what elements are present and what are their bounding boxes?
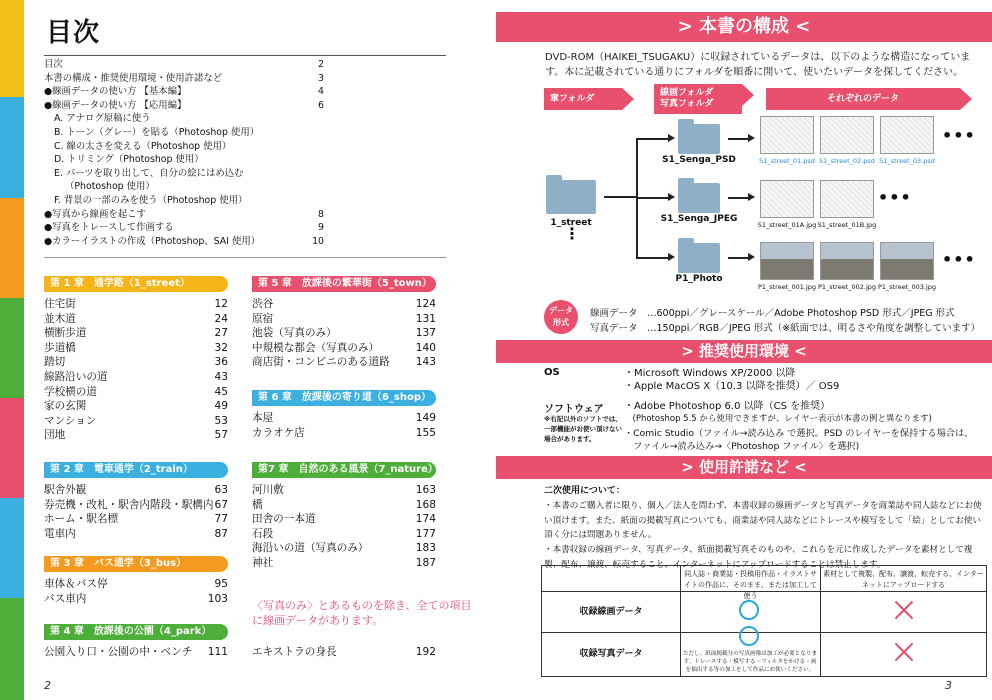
thumbnail-caption: S1_street_02.psd <box>819 157 875 165</box>
chapter-entry-label: 並木道 <box>44 312 76 325</box>
software-item: (Photoshop 5.5 から使用できますが、レイヤー表示が本書の例と異なります) <box>624 414 932 424</box>
toc-entry[interactable] <box>44 235 324 249</box>
chapter-entry-page: 49 <box>214 400 228 413</box>
toc-entry-page: 4 <box>318 86 324 98</box>
chapter-entry-label: 踏切 <box>44 356 66 369</box>
license-table <box>541 565 987 677</box>
chapter-entry-label: 石段 <box>252 527 274 540</box>
chapter-entry[interactable] <box>44 527 228 542</box>
chapter-entry-label: 車体＆バス停 <box>44 578 108 590</box>
chapter-entry-label: 学校横の道 <box>44 385 97 398</box>
chapter-entry[interactable] <box>44 645 228 660</box>
tag-senga-folder: 線画フォルダ 写真フォルダ <box>654 84 742 114</box>
toc-entry[interactable] <box>44 180 324 194</box>
chapter-entry-label: 田舎の一本道 <box>252 513 316 526</box>
thumbnail-image[interactable] <box>760 180 814 218</box>
chapter-entry-page: 192 <box>415 646 436 658</box>
chapter-entry[interactable] <box>252 426 436 441</box>
chapter-entry-page: 27 <box>214 327 228 340</box>
toc-entry-label: E. パーツを取り出して、自分の絵にはめ込む <box>54 167 244 179</box>
arrow-icon <box>668 253 675 261</box>
tag-each-data: それぞれのデータ <box>766 88 960 110</box>
page-number-right: 3 <box>945 679 952 692</box>
tag-chapter-folder: 章フォルダ <box>544 88 622 110</box>
chapter-entry-label: ホーム・駅名標 <box>44 513 119 526</box>
row-photo-label: 収録写真データ <box>579 649 643 659</box>
tree-line <box>636 138 670 140</box>
chapter-entry[interactable] <box>252 411 436 426</box>
tab-chapter-6[interactable] <box>0 498 24 598</box>
chapter-entry-page: 32 <box>214 341 228 354</box>
page-title: 目次 <box>46 18 101 48</box>
chapter-entry-label: 横断歩道 <box>44 327 87 340</box>
chapter-entry-label: 原宿 <box>252 312 274 325</box>
software-note: ※右記以外のソフトでは、一部機能がお使い頂けない場合があります。 <box>544 415 622 443</box>
chapter-entry-page: 95 <box>214 578 228 590</box>
folder-icon[interactable] <box>678 243 720 273</box>
tree-line <box>728 138 750 140</box>
chapter-entry[interactable] <box>252 312 436 327</box>
chapter-entry-label: 歩道橋 <box>44 341 76 354</box>
toc-entry-label: ●線画データの使い方 【応用編】 <box>44 99 187 111</box>
chapter-entry[interactable] <box>44 512 228 527</box>
allowed-circle-icon <box>739 626 759 646</box>
chapter-entry-label: 橋 <box>252 498 263 511</box>
toc-entry-label: C. 線の太さを変える（Photoshop 使用） <box>54 140 232 152</box>
chapter-entry-page: 183 <box>415 542 436 555</box>
chapter-entry[interactable] <box>44 498 228 513</box>
chapter-entry-page: 140 <box>415 341 436 354</box>
license-section <box>544 484 984 573</box>
toc-entry[interactable] <box>44 72 324 86</box>
chapter-heading[interactable]: 第 4 章 放課後の公園（4_park） <box>44 624 228 640</box>
table-header-use: 同人誌・商業誌・投稿用作品・イラストサイトの作品に、そのまま、または加工して使う <box>680 566 820 591</box>
tab-chapter-2[interactable] <box>0 97 24 198</box>
chapter-entry-label: マンション <box>44 414 97 427</box>
toc-entry-page: 6 <box>318 99 324 111</box>
toc-entry-page: 10 <box>312 235 324 247</box>
chapter-entry-label: エキストラの身長 <box>252 646 337 658</box>
chapter-entry[interactable] <box>44 297 228 312</box>
chapter-entry-page: 36 <box>214 356 228 369</box>
thumbnail-caption: P1_street_003.jpg <box>877 283 937 291</box>
license-title: 二次使用について： <box>544 486 625 496</box>
banner-structure: > 本書の構成 < <box>496 12 992 42</box>
chapter-entry-page: 43 <box>214 370 228 383</box>
thumbnail-caption: S1_street_01B.jpg <box>817 221 877 229</box>
banner-environment: > 推奨使用環境 < <box>496 340 992 363</box>
chapter-entry-page: 137 <box>415 327 436 340</box>
toc-entry-label: D. トリミング（Photoshop 使用） <box>54 154 204 166</box>
toc-entry[interactable] <box>44 126 324 140</box>
photo-thumbnail[interactable] <box>880 242 934 280</box>
chapter-block <box>44 276 228 443</box>
data-format-badge: データ 形式 <box>544 300 578 334</box>
table-divider <box>542 591 986 592</box>
chapter-entry[interactable] <box>44 483 228 498</box>
tree-line <box>604 196 636 198</box>
table-divider <box>680 591 681 677</box>
chapter-entry-page: 87 <box>214 527 228 540</box>
chapter-entry-page: 103 <box>207 592 228 605</box>
chapter-entry[interactable] <box>44 428 228 443</box>
tab-chapter-5[interactable] <box>0 398 24 498</box>
chapter-entry[interactable] <box>44 370 228 385</box>
chapter-entry-label: 神社 <box>252 556 274 569</box>
arrow-icon <box>668 193 675 201</box>
chapter-entry-page: 131 <box>415 312 436 325</box>
toc-entry-page <box>310 126 324 140</box>
chapter-entry-page: 63 <box>214 484 228 496</box>
folder-icon[interactable] <box>546 180 596 214</box>
toc-entry-label: A. アナログ原稿に使う <box>54 113 151 125</box>
chapter-block <box>252 462 436 571</box>
tab-chapter-4[interactable] <box>0 298 24 398</box>
chapter-entry-label: 商店街・コンビニのある道路 <box>252 356 390 369</box>
chapter-heading[interactable]: 第 6 章 放課後の寄り道（6_shop） <box>252 390 436 406</box>
chapter-entry-page: 163 <box>415 484 436 496</box>
arrow-icon <box>748 134 755 142</box>
spec-photo: 写真データ …150ppi／RGB／JPEG 形式（※紙面では、明るさや角度を調整しています） <box>590 323 981 334</box>
toc-entry[interactable] <box>44 58 324 72</box>
tab-chapter-1[interactable] <box>0 0 24 97</box>
folder-jpeg-label: S1_Senga_JPEG <box>660 214 738 224</box>
chapter-entry-page: 143 <box>415 356 436 369</box>
photo-thumbnail[interactable] <box>760 242 814 280</box>
chapter-heading[interactable]: 第 1 章 通学路（1_street） <box>44 276 228 292</box>
chapter-entry-page: 53 <box>214 414 228 427</box>
chapter-heading[interactable]: 第 5 章 放課後の繁華街（5_town） <box>252 276 436 292</box>
chapter-entry[interactable] <box>44 355 228 370</box>
folder-icon[interactable] <box>678 124 720 154</box>
chapter-entry[interactable] <box>252 645 436 660</box>
chapter-entry-label: 渋谷 <box>252 298 274 310</box>
chapter-entry-label: 家の玄関 <box>44 400 87 413</box>
chapter-entry-page: 77 <box>214 513 228 526</box>
toc-entry-label: （Photoshop 使用） <box>65 181 155 193</box>
toc-entry[interactable] <box>44 208 324 222</box>
chapter-entry[interactable] <box>44 312 228 327</box>
toc-entry-page <box>310 167 324 181</box>
chapter-entry-label: 海沿いの道（写真のみ） <box>252 542 369 555</box>
chapter-entry-label: 団地 <box>44 429 66 442</box>
chapter-entry-label: 河川敷 <box>252 484 284 496</box>
toc-entry-label: ●カラーイラストの作成（Photoshop、SAI 使用） <box>44 235 261 247</box>
chapter-entry-page: 155 <box>415 426 436 439</box>
software-item: ・Comic Studio（ファイル→読み込み で選択。PSD のレイヤーを保持する場合は、 <box>624 428 974 439</box>
toc-entry[interactable] <box>44 221 324 235</box>
toc-entry-page <box>310 112 324 126</box>
chapter-heading[interactable]: 第7 章 自然のある風景（7_nature） <box>252 462 436 478</box>
chapter-entry[interactable] <box>252 355 436 370</box>
more-folders-vdots: ⋮ <box>564 224 581 243</box>
chapter-entry[interactable] <box>252 341 436 356</box>
chapter-entry[interactable] <box>252 541 436 556</box>
license-text: ・本書のご購入者に限り、個人／法人を問わず、本書収録の線画データと写真データを商業誌や同人誌などにお使い頂けます。また、紙面の掲載写真についても、商業誌や同人誌などにトレースや模写をして「絵」としてお使い頂く分には問題ありません。 <box>544 500 982 541</box>
chapter-entry-page: 24 <box>214 312 228 325</box>
chapter-entry[interactable] <box>252 512 436 527</box>
chapter-color-tabs <box>0 0 24 700</box>
toc-entry[interactable] <box>44 112 324 126</box>
folder-photo-label: P1_Photo <box>675 274 723 284</box>
arrow-icon <box>668 134 675 142</box>
chapter-entry[interactable] <box>44 577 228 592</box>
chapter-entry[interactable] <box>44 326 228 341</box>
chapter-entry-label: 公園入り口・公園の中・ベンチ <box>44 646 193 658</box>
chapter-entry[interactable] <box>44 592 228 607</box>
thumbnail-caption: P1_street_001.jpg <box>757 283 817 291</box>
toc-entry-label: ●写真から線画を起こす <box>44 208 146 220</box>
folder-psd-label: S1_Senga_PSD <box>662 155 736 165</box>
chapter-entry[interactable] <box>252 527 436 542</box>
toc-entry[interactable] <box>44 85 324 99</box>
toc-entry-page: 3 <box>318 72 324 84</box>
banner-license: > 使用許諾など < <box>496 456 992 479</box>
toc-entry-label: F. 背景の一部のみを使う（Photoshop 使用） <box>54 194 248 206</box>
toc-entry-page <box>310 180 324 194</box>
photo-thumbnail[interactable] <box>820 242 874 280</box>
software-label: ソフトウェア <box>544 404 604 415</box>
prohibited-cross-icon <box>894 600 914 620</box>
toc-entry-label: 目次 <box>44 59 63 70</box>
toc-entry-label: ●線画データの使い方 【基本編】 <box>44 86 187 98</box>
toc-entry-page <box>310 140 324 154</box>
chapter-entry-page: 174 <box>415 513 436 526</box>
thumbnail-image[interactable] <box>760 116 814 154</box>
chapter-block <box>252 640 436 660</box>
chapter-entry-page: 177 <box>415 527 436 540</box>
toc-entry[interactable] <box>44 99 324 113</box>
photo-row-note: ただし、紙面掲載分の写真画像は加工が必要となります。トレースする・模写する・フィルタをかける・画を抽出する等の加工をして作品にお使いください。 <box>682 651 818 673</box>
tree-line <box>728 257 750 259</box>
left-page <box>24 0 496 700</box>
tree-line <box>728 197 750 199</box>
spec-senga: 線画データ …600ppi／グレースケール／Adobe Photoshop PSD 形式／JPEG 形式 <box>590 308 955 319</box>
chapter-entry-label: 駅舎外観 <box>44 484 87 496</box>
chapter-entry-label: カラオケ店 <box>252 426 305 439</box>
toc-list <box>44 58 324 248</box>
chapter-entry-page: 187 <box>415 556 436 569</box>
toc-entry-label: B. トーン（グレー）を貼る（Photoshop 使用） <box>54 126 260 138</box>
chapter-entry-label: 券売機・改札・駅舎内階段・駅構内 <box>44 498 214 511</box>
toc-entry[interactable] <box>44 153 324 167</box>
table-header-distribute: 素材として複製、配布、譲渡、転売する、インターネットにアップロードする <box>820 566 986 591</box>
os-item: ・Microsoft Windows XP/2000 以降 <box>624 368 796 379</box>
intro-text: DVD-ROM（HAIKEI_TSUGAKU）に収録されているデータは、以下のような構造になっています。本に記載されている通りにフォルダを順番に開いて、使いたいデータを探してください。 <box>545 52 971 78</box>
thumbnail-image[interactable] <box>820 116 874 154</box>
chapter-entry-label: 住宅街 <box>44 298 76 310</box>
chapter-entry-page: 12 <box>214 298 228 310</box>
chapter-entry-page: 149 <box>415 412 436 424</box>
license-text: ・本書収録の線画データ、写真データ、紙面掲載写真そのものや、これらを元に作成したデータを素材として複製、配布、譲渡、転売すること、インターネットにアップロードすることは禁止します。 <box>544 545 973 570</box>
chapter-entry[interactable] <box>252 483 436 498</box>
photo-only-note: 〈写真のみ〉とあるものを除き、全ての項目に線画データがあります。 <box>252 599 472 627</box>
toc-entry-page: 8 <box>318 208 324 220</box>
tab-chapter-3[interactable] <box>0 198 24 298</box>
tree-line <box>636 197 670 199</box>
toc-entry-page <box>310 194 324 208</box>
chapter-entry-label: 池袋（写真のみ） <box>252 327 337 340</box>
thumbnail-caption: S1_street_01.psd <box>759 157 815 165</box>
toc-entry[interactable] <box>44 140 324 154</box>
thumbnail-image[interactable] <box>880 116 934 154</box>
arrow-icon <box>748 193 755 201</box>
thumbnail-caption: S1_street_01A.jpg <box>757 221 817 229</box>
tab-chapter-7[interactable] <box>0 598 24 700</box>
software-item: ファイル→読み込み→〈Photoshop ファイル〉を選択) <box>624 441 860 452</box>
chapter-entry[interactable] <box>44 341 228 356</box>
toc-divider <box>44 257 446 258</box>
toc-entry-page <box>310 153 324 167</box>
toc-entry-page: 2 <box>318 59 324 70</box>
folder-icon[interactable] <box>678 183 720 213</box>
toc-entry[interactable] <box>44 167 324 181</box>
thumbnail-caption: S1_street_03.psd <box>879 157 935 165</box>
chapter-entry-label: 電車内 <box>44 527 76 540</box>
table-divider <box>820 591 821 677</box>
chapter-entry-page: 111 <box>207 646 228 658</box>
chapter-heading[interactable]: 第 2 章 電車通学（2_train） <box>44 462 228 478</box>
chapter-entry-label: バス車内 <box>44 592 87 605</box>
toc-entry-label: ●写真をトレースして作画する <box>44 222 174 234</box>
chapter-entry[interactable] <box>252 498 436 513</box>
chapter-heading[interactable]: 第 3 章 バス通学（3_bus） <box>44 556 228 572</box>
chapter-block <box>44 624 228 660</box>
more-files-dots: ••• <box>942 250 976 269</box>
chapter-entry[interactable] <box>44 399 228 414</box>
chapter-entry-label: 中規模な都会（写真のみ） <box>252 341 380 354</box>
row-senga-label: 収録線画データ <box>579 607 643 617</box>
table-divider <box>542 632 986 633</box>
chapter-entry-label: 線路沿いの道 <box>44 370 108 383</box>
allowed-circle-icon <box>739 600 759 620</box>
more-files-dots: ••• <box>942 126 976 145</box>
chapter-entry-page: 67 <box>214 498 228 511</box>
page-number-left: 2 <box>44 679 51 692</box>
toc-entry[interactable] <box>44 194 324 208</box>
more-files-dots: ••• <box>878 188 912 207</box>
os-label: OS <box>544 367 560 378</box>
chapter-entry-page: 168 <box>415 498 436 511</box>
chapter-entry[interactable] <box>252 326 436 341</box>
right-page <box>496 0 992 700</box>
tree-line <box>636 257 670 259</box>
chapter-entry[interactable] <box>44 385 228 400</box>
chapter-block <box>44 556 228 606</box>
chapter-block <box>252 276 436 370</box>
toc-entry-page: 9 <box>318 222 324 234</box>
prohibited-cross-icon <box>894 642 914 662</box>
chapter-entry-page: 124 <box>415 298 436 310</box>
chapter-block <box>252 390 436 440</box>
software-item: ・Adobe Photoshop 6.0 以降（CS を推奨） <box>624 401 831 412</box>
chapter-entry[interactable] <box>252 556 436 571</box>
title-rule <box>44 55 446 56</box>
os-item: ・Apple MacOS X（10.3 以降を推奨）／ OS9 <box>624 381 840 392</box>
chapter-entry-page: 45 <box>214 385 228 398</box>
chapter-block <box>44 462 228 541</box>
chapter-entry[interactable] <box>252 297 436 312</box>
thumbnail-image[interactable] <box>820 180 874 218</box>
thumbnail-caption: P1_street_002.jpg <box>817 283 877 291</box>
arrow-icon <box>748 253 755 261</box>
toc-entry-label: 本書の構成・推奨使用環境・使用許諾など <box>44 72 223 84</box>
chapter-entry-page: 57 <box>214 429 228 442</box>
chapter-entry-label: 本屋 <box>252 412 274 424</box>
folder-root-label: 1_street <box>550 218 592 228</box>
chapter-entry[interactable] <box>44 414 228 429</box>
